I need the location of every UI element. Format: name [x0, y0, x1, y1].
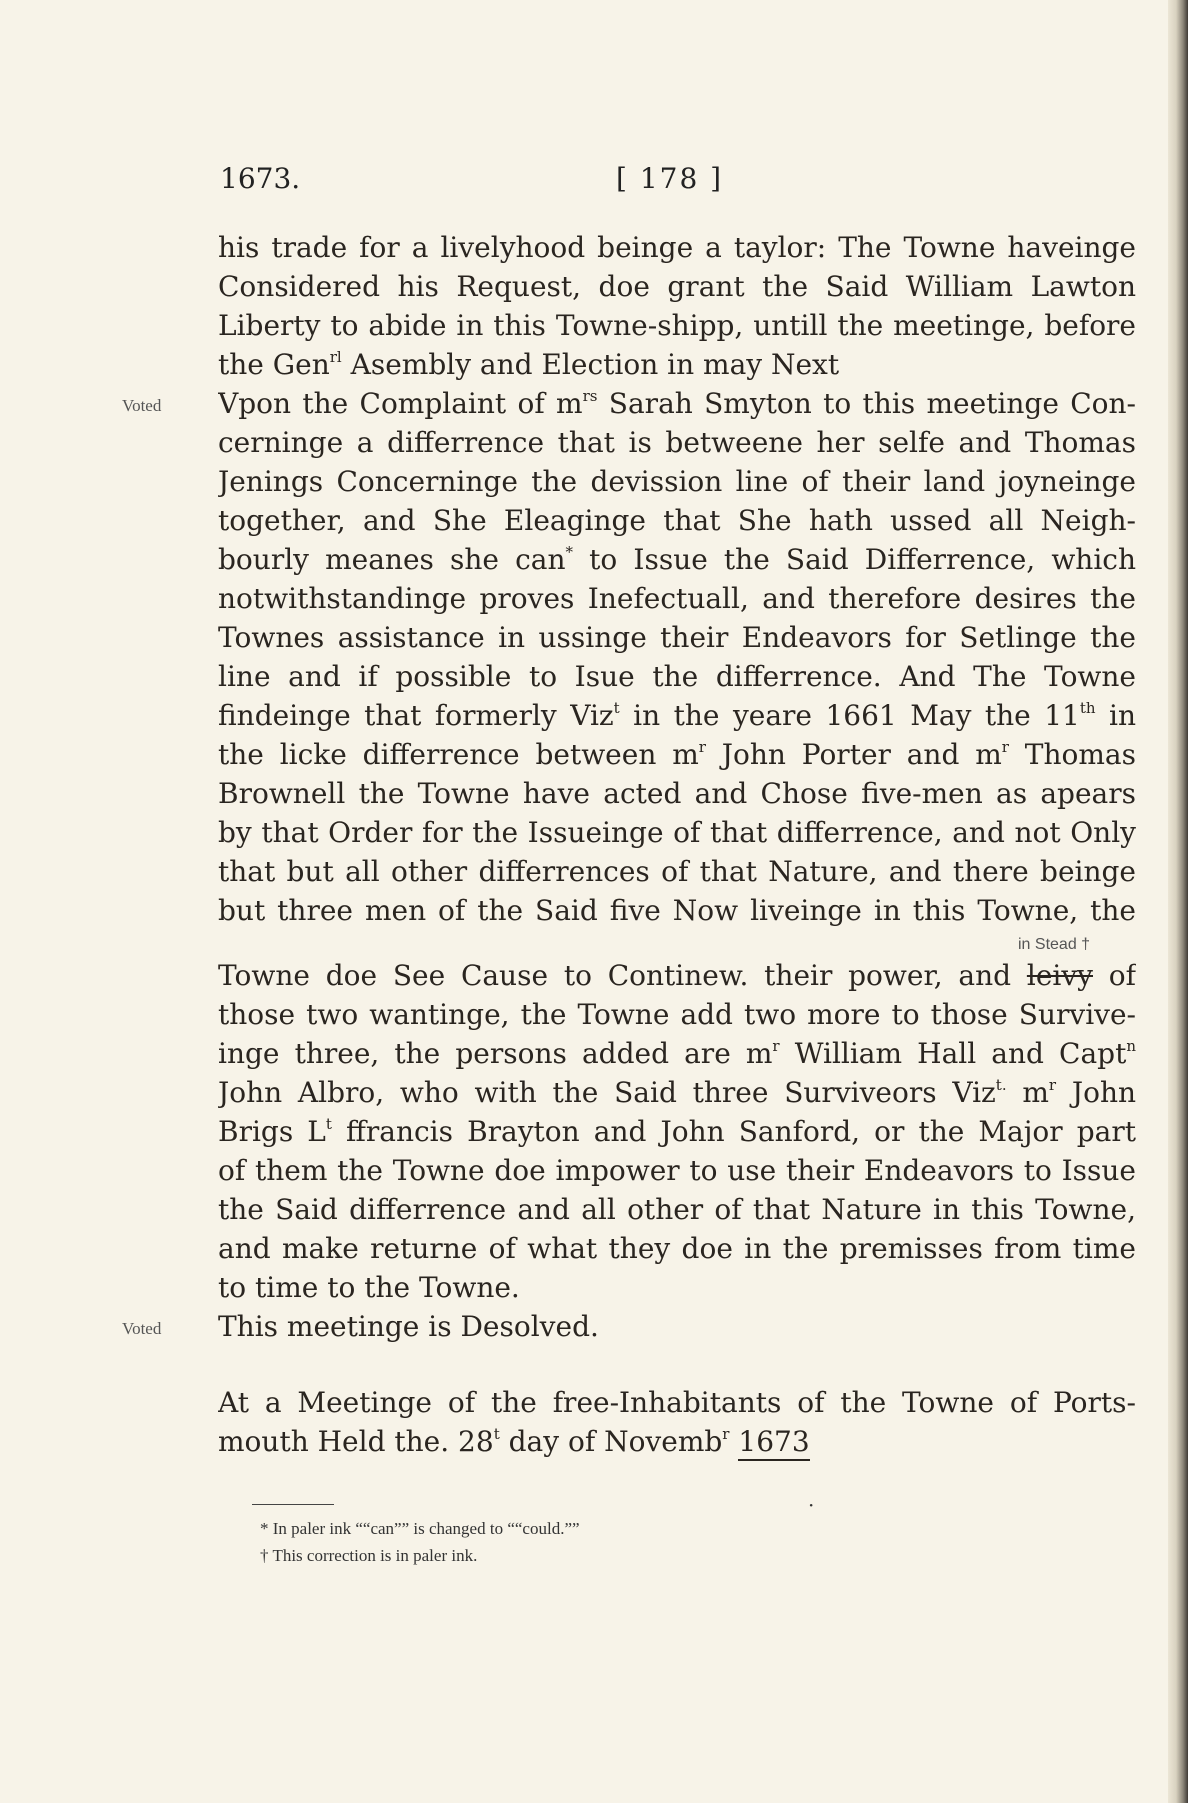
footnote: † This correction is in paler ink. — [260, 1546, 478, 1565]
text-line: bourly meanes she can* to Issue the Said Differrence, which — [218, 543, 1136, 576]
struck-word: leivy — [1026, 959, 1093, 992]
text-line: his trade for a livelyhood beinge a taylor: The Towne haveinge — [218, 231, 1136, 264]
text-line: the licke differrence between $m^r$ John Porter and $m^r$ Thomas — [218, 738, 1136, 771]
text-line: and make returne of what they doe in the premisses from time — [218, 1232, 1136, 1265]
text-line: Brownell the Towne have acted and Chose five-men as apears — [218, 777, 1136, 810]
footnote: * In paler ink ““can”” is changed to ““could.”” — [260, 1519, 580, 1538]
text-line: findeinge that formerly Viz$^t$ in the yeare 1661 May the 11th in — [218, 699, 1136, 732]
footnote-rule — [252, 1504, 334, 1505]
text-line: Jenings Concerninge the devission line of their land joyneinge — [218, 465, 1136, 498]
text-line: cerninge a differrence that is betweene her selfe and Thomas — [218, 426, 1136, 459]
text-line: line and if possible to Isue the differrence. And The Towne — [218, 660, 1136, 693]
text-line: by that Order for the Issueinge of that differrence, and not Only — [218, 816, 1136, 849]
text-line: This meetinge is Desolved. — [218, 1310, 599, 1343]
margin-note-voted: Voted — [122, 1319, 162, 1338]
page-header — [220, 162, 1100, 206]
text-line: Townes assistance in ussinge their Endeavors for Setlinge the — [218, 621, 1136, 654]
text-line: Brigs $L^t$ ffrancis Brayton and John Sanford, or the Major part — [218, 1115, 1136, 1148]
text-line: Vpon the Complaint of $m^{rs}$ Sarah Smyton to this meetinge Con- — [218, 387, 1136, 420]
closing-line: At a Meetinge of the free-Inhabitants of the Towne of Ports- — [218, 1386, 1136, 1419]
text-line: to time to the Towne. — [218, 1271, 520, 1304]
text-line: those two wantinge, the Towne add two more to those Survive- — [218, 998, 1136, 1031]
text-line: Towne doe See Cause to Continew. their power, and leivy of — [218, 959, 1136, 992]
text-line: John Albro, who with the Said three Surviveors Viz$^{t.}$ $m^r$ John — [218, 1076, 1136, 1109]
text-line: Considered his Request, doe grant the Said William Lawton — [218, 270, 1136, 303]
page-number: [ 178 ] — [616, 162, 724, 195]
text-line: the Gen$^{rl}$ Asembly and Election in may Next — [218, 348, 840, 381]
text-line: the Said differrence and all other of that Nature in this Towne, — [218, 1193, 1136, 1226]
header-year: 1673. — [220, 162, 301, 195]
text-line: that but all other differrences of that Nature, and there beinge — [218, 855, 1136, 888]
text-line: of them the Towne doe impower to use their Endeavors to Issue — [218, 1154, 1136, 1187]
text-line: inge three, the persons added are $m^r$ William Hall and Capt$^n$ — [218, 1037, 1136, 1070]
decorative-dot: · — [808, 1493, 815, 1517]
closing-line: mouth Held the. 28$^t$ day of Novemb$^r$ 1673 — [218, 1422, 1136, 1462]
text-line: together, and She Eleaginge that She hath ussed all Neigh- — [218, 504, 1136, 537]
text-line: Liberty to abide in this Towne-shipp, untill the meetinge, before — [218, 309, 1136, 342]
meeting-year: 1673 — [738, 1425, 809, 1461]
interlinear-correction: in Stead † — [1018, 936, 1091, 953]
margin-note-voted: Voted — [122, 396, 162, 415]
text-line: notwithstandinge proves Inefectuall, and therefore desires the — [218, 582, 1136, 615]
text-line: but three men of the Said five Now liveinge in this Towne, the — [218, 894, 1136, 927]
page-edge — [1168, 0, 1188, 1803]
